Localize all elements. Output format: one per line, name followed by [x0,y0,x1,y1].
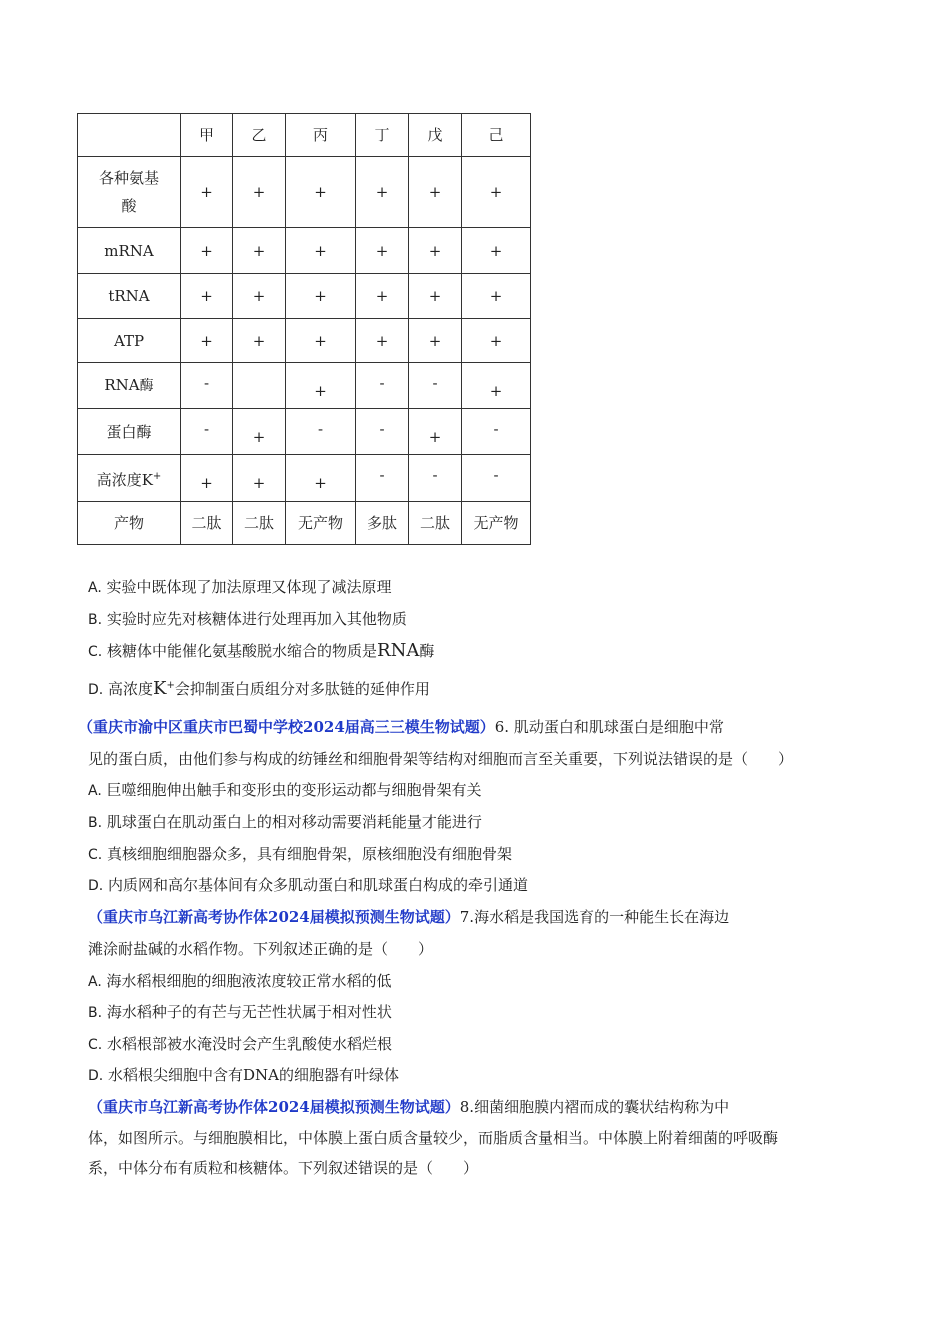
table-cell: + [233,274,286,319]
table-cell: + [286,157,356,228]
table-cell: + [462,319,531,363]
table-cell: + [462,274,531,319]
q8-stem-line2: 体，如图所示。与细胞膜相比，中体膜上蛋白质含量较少，而脂质含量相当。中体膜上附着细菌的呼吸酶 [88,1129,779,1147]
row-label: tRNA [78,274,181,319]
row-label: 高浓度K+ [78,455,181,502]
q5-option-a: A. 实验中既体现了加法原理又体现了减法原理 [88,578,392,596]
q6-option-c: C. 真核细胞细胞器众多，具有细胞骨架，原核细胞没有细胞骨架 [88,845,513,863]
table-cell: + [286,274,356,319]
table-cell: - [409,363,462,409]
table-cell: + [181,319,233,363]
row-label: 各种氨基 酸 [78,157,181,228]
table-cell: + [409,319,462,363]
row-label: mRNA [78,228,181,274]
row-label: 蛋白酶 [78,409,181,455]
experiment-table [77,113,531,545]
table-cell: - [181,409,233,455]
q7-option-d: D. 水稻根尖细胞中含有DNA的细胞器有叶绿体 [88,1066,399,1084]
q5-option-b: B. 实验时应先对核糖体进行处理再加入其他物质 [88,610,407,628]
table-cell: - [462,455,531,502]
q7-option-b: B. 海水稻种子的有芒与无芒性状属于相对性状 [88,1003,392,1021]
q5-option-d: D. 高浓度K+会抑制蛋白质组分对多肽链的延伸作用 [88,678,430,699]
table-cell: + [233,157,286,228]
table-row [78,409,531,455]
table-cell: - [356,409,409,455]
table-cell: - [356,455,409,502]
col-header: 戊 [409,114,462,157]
table-cell: + [286,319,356,363]
table-row [78,157,531,228]
q8-source: （重庆市乌江新高考协作体2024届模拟预测生物试题） [88,1098,460,1116]
table-cell: + [356,319,409,363]
table-cell: + [181,455,233,502]
table-row [78,455,531,502]
table-cell: - [181,363,233,409]
table-row [78,363,531,409]
table-cell: + [286,455,356,502]
table-cell [233,363,286,409]
table-cell: 二肽 [181,502,233,545]
table-row [78,502,531,545]
table-cell: + [409,228,462,274]
table-cell: 二肽 [409,502,462,545]
q7-stem-line1: （重庆市乌江新高考协作体2024届模拟预测生物试题）7.海水稻是我国选育的一种能生长在海边 [88,908,730,926]
table-cell: + [409,157,462,228]
q7-source: （重庆市乌江新高考协作体2024届模拟预测生物试题） [88,908,460,926]
col-header: 甲 [181,114,233,157]
col-header: 乙 [233,114,286,157]
table-cell: + [462,157,531,228]
table-cell: + [181,274,233,319]
table-cell: 多肽 [356,502,409,545]
q7-stem-line2: 滩涂耐盐碱的水稻作物。下列叙述正确的是（ ） [88,940,434,958]
table-cell: - [409,455,462,502]
row-label: ATP [78,319,181,363]
col-header: 己 [462,114,531,157]
table-cell: - [356,363,409,409]
table-cell: + [409,274,462,319]
col-header: 丙 [286,114,356,157]
table-cell: + [409,409,462,455]
q7-option-a: A. 海水稻根细胞的细胞液浓度较正常水稻的低 [88,972,392,990]
q8-stem-line3: 系，中体分布有质粒和核糖体。下列叙述错误的是（ ） [88,1159,479,1177]
q8-stem-line1: （重庆市乌江新高考协作体2024届模拟预测生物试题）8.细菌细胞膜内褶而成的囊状结构称为中 [88,1098,730,1116]
table-cell: 无产物 [462,502,531,545]
table-cell: + [233,228,286,274]
col-header: 丁 [356,114,409,157]
table-header-row [78,114,531,157]
table-cell: + [462,228,531,274]
q6-option-a: A. 巨噬细胞伸出触手和变形虫的变形运动都与细胞骨架有关 [88,781,482,799]
table-cell: - [462,409,531,455]
q6-stem-line2: 见的蛋白质，由他们参与构成的纺锤丝和细胞骨架等结构对细胞而言至关重要，下列说法错误的是（ ） [88,750,794,768]
q5-option-c: C. 核糖体中能催化氨基酸脱水缩合的物质是RNA酶 [88,640,435,661]
table-cell: + [356,274,409,319]
table-cell: + [356,228,409,274]
table-cell: + [286,363,356,409]
table-cell: 无产物 [286,502,356,545]
row-label: 产物 [78,502,181,545]
table-cell: + [356,157,409,228]
table-cell: 二肽 [233,502,286,545]
q7-option-c: C. 水稻根部被水淹没时会产生乳酸使水稻烂根 [88,1035,393,1053]
table-cell: + [233,455,286,502]
q6-option-b: B. 肌球蛋白在肌动蛋白上的相对移动需要消耗能量才能进行 [88,813,482,831]
table-cell: + [181,157,233,228]
row-label: RNA酶 [78,363,181,409]
q6-source: （重庆市渝中区重庆市巴蜀中学校2024届高三三模生物试题） [78,718,495,736]
table-cell: + [286,228,356,274]
table-cell: + [462,363,531,409]
q6-option-d: D. 内质网和高尔基体间有众多肌动蛋白和肌球蛋白构成的牵引通道 [88,876,529,894]
table-corner-cell [78,114,181,157]
table-cell: + [181,228,233,274]
table-cell: + [233,319,286,363]
table-row [78,228,531,274]
table-cell: + [233,409,286,455]
table-row [78,319,531,363]
q6-stem-line1: （重庆市渝中区重庆市巴蜀中学校2024届高三三模生物试题）6. 肌动蛋白和肌球蛋白是细胞中常 [78,718,724,736]
table-row [78,274,531,319]
table-cell: - [286,409,356,455]
